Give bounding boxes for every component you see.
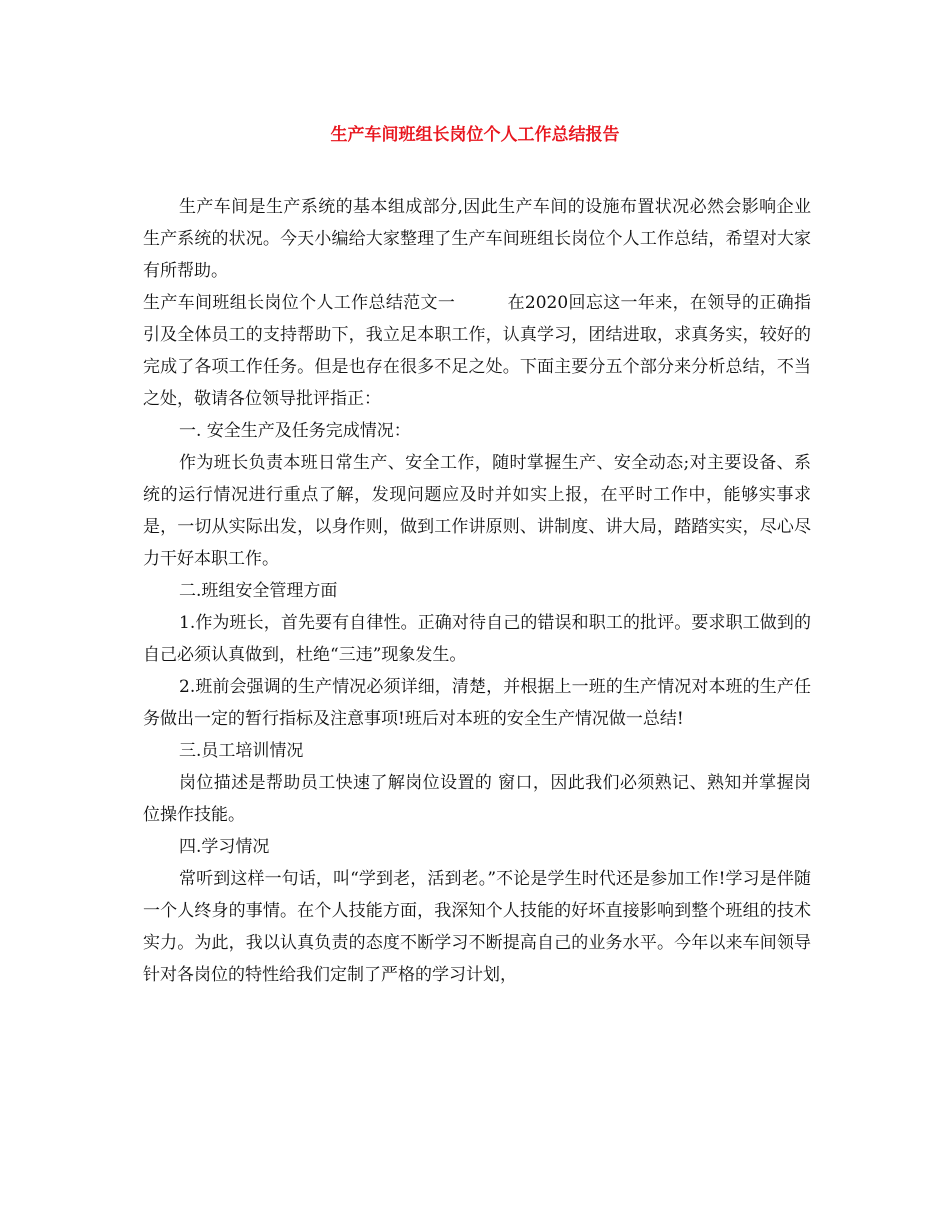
section-4-body: 常听到这样一句话，叫“学到老，活到老。”不论是学生时代还是参加工作!学习是伴随一个人终身的事情。在个人技能方面，我深知个人技能的好坏直接影响到整个班组的技术实力。为此，我以认真负责的态度不断学习不断提高自己的业务水平。今年以来车间领导针对各岗位的特性给我们定制了严格的学习计划， (143, 869, 811, 985)
sample-opening: 在2020回忘这一年来，在领导的正确指引及全体员工的支持帮助下，我立足本职工作，认真学习，团结进取，求真务实，较好的完成了各项工作任务。但是也存在很多不足之处。下面主要分五个部分来分析总结，不当之处，敬请各位领导批评指正： (143, 293, 812, 409)
intro-paragraph: 生产车间是生产系统的基本组成部分,因此生产车间的设施布置状况必然会影响企业生产系统的状况。今天小编给大家整理了生产车间班组长岗位个人工作总结，希望对大家有所帮助。 (143, 197, 811, 281)
section-3-heading: 三.员工培训情况 (179, 741, 304, 761)
section-1-heading: 一. 安全生产及任务完成情况： (179, 421, 411, 441)
document-title: 生产车间班组长岗位个人工作总结报告 (330, 125, 620, 145)
section-2-heading: 二.班组安全管理方面 (179, 581, 338, 601)
section-2-item-1: 1.作为班长，首先要有自律性。正确对待自己的错误和职工的批评。要求职工做到的自己必须认真做到，杜绝“三违”现象发生。 (143, 613, 811, 665)
section-4-heading: 四.学习情况 (179, 837, 270, 857)
sample-paragraph (143, 287, 811, 415)
section-1-body: 作为班长负责本班日常生产、安全工作，随时掌握生产、安全动态;对主要设备、系统的运行情况进行重点了解，发现问题应及时并如实上报，在平时工作中，能够实事求是，一切从实际出发，以身作则，做到工作讲原则、讲制度、讲大局，踏踏实实，尽心尽力干好本职工作。 (143, 453, 811, 569)
document-body (143, 191, 811, 991)
section-3-body: 岗位描述是帮助员工快速了解岗位设置的 窗口，因此我们必须熟记、熟知并掌握岗位操作技能。 (143, 773, 811, 825)
sample-label: 生产车间班组长岗位个人工作总结范文一 (143, 293, 456, 313)
section-2-item-2: 2.班前会强调的生产情况必须详细，清楚，并根据上一班的生产情况对本班的生产任务做出一定的暂行指标及注意事项!班后对本班的安全生产情况做一总结! (143, 677, 811, 729)
